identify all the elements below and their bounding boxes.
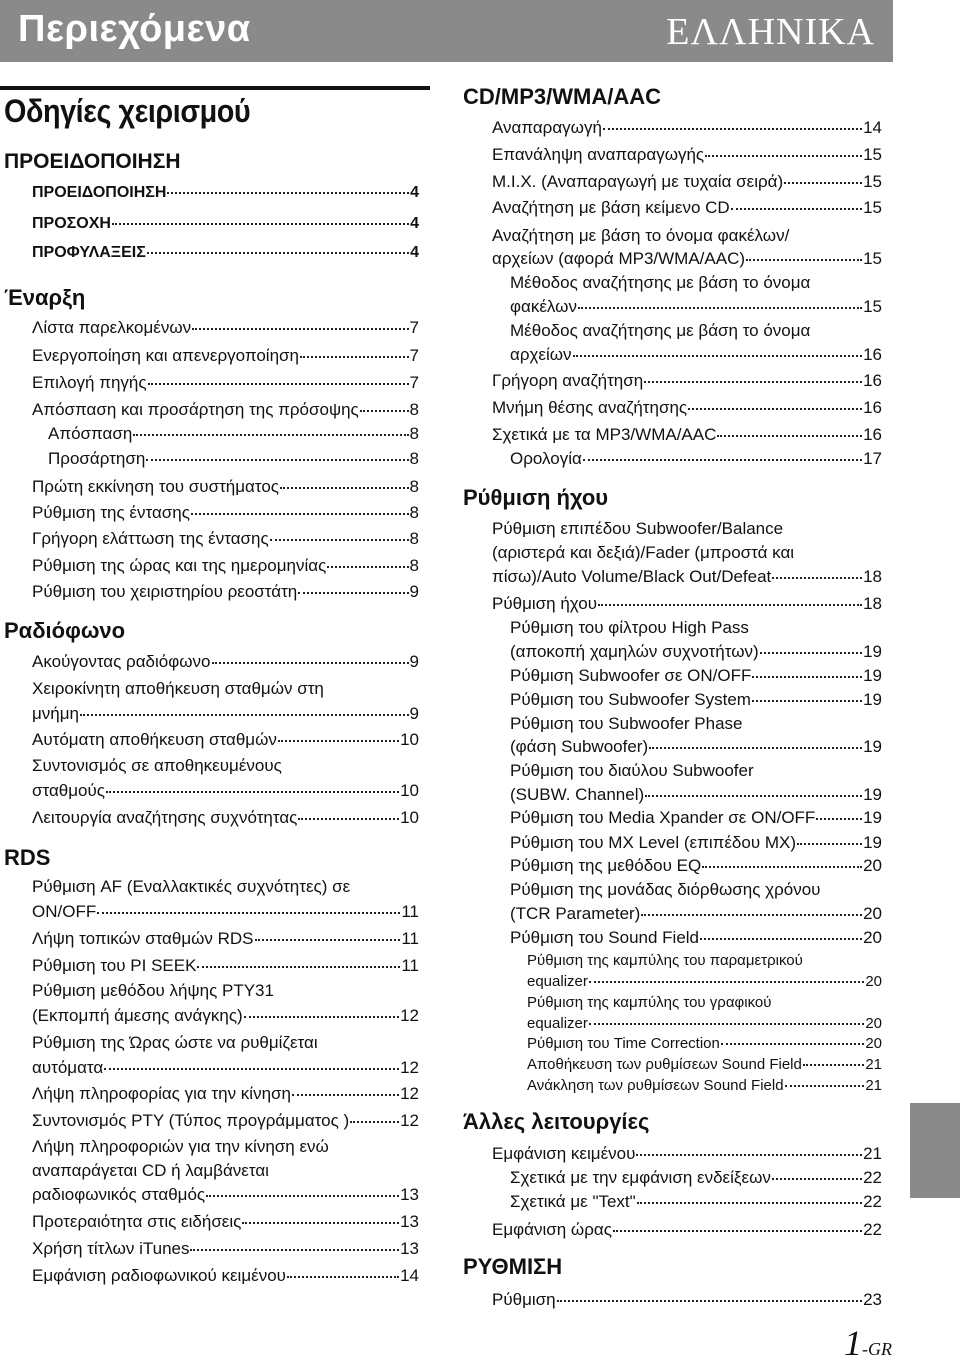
toc-entry-page: 15	[863, 297, 882, 316]
toc-entry[interactable]	[32, 317, 419, 339]
toc-entry-line: Μέθοδος αναζήτησης με βάση το όνομα	[510, 273, 811, 292]
dot-leader	[242, 1222, 399, 1224]
toc-entry-line: Ρύθμιση του φίλτρου High Pass	[510, 618, 749, 637]
toc-entry-page: 4	[410, 184, 419, 201]
dot-leader	[589, 1023, 864, 1025]
toc-entry[interactable]	[32, 345, 419, 367]
dot-leader	[104, 1068, 399, 1070]
toc-entry-page: 16	[863, 345, 882, 364]
toc-entry[interactable]	[32, 1057, 419, 1079]
toc-entry-page: 7	[409, 318, 419, 337]
toc-entry[interactable]	[32, 1265, 419, 1287]
toc-entry-line: Λήψη πληροφοριών για την κίνηση ενώ	[32, 1137, 329, 1156]
toc-entry-line: Ρύθμιση της Ώρας ώστε να ρυθμίζεται	[32, 1033, 318, 1052]
toc-entry-line: Ρύθμιση της μονάδας διόρθωσης χρόνου	[510, 880, 821, 899]
toc-entry-title: Ρύθμιση της ώρας και της ημερομηνίας	[32, 556, 327, 575]
toc-entry-page: 15	[863, 145, 882, 164]
main-title: Οδηγίες χειρισμού	[4, 93, 251, 129]
dot-leader	[746, 259, 862, 261]
toc-entry-page: 9	[409, 704, 419, 723]
dot-leader	[603, 128, 862, 130]
toc-entry-line: Ρύθμιση της καμπύλης του γραφικού	[527, 994, 772, 1011]
toc-entry-page: 19	[863, 833, 882, 852]
dot-leader	[191, 513, 409, 515]
toc-entry-title: πίσω)/Auto Volume/Black Out/Defeat	[492, 567, 772, 586]
toc-entry-title: Ρύθμιση του Sound Field	[510, 928, 700, 947]
toc-entry-page: 11	[401, 929, 419, 948]
language-label: ΕΛΛΗΝΙΚΑ	[666, 11, 875, 53]
dot-leader	[752, 676, 862, 678]
side-tab	[910, 1103, 960, 1198]
toc-entry[interactable]	[32, 1211, 419, 1233]
dot-leader	[785, 1085, 865, 1087]
dot-leader	[688, 408, 862, 410]
toc-entry-title: Ρύθμιση του χειριστηρίου ρεοστάτη	[32, 582, 298, 601]
dot-leader	[702, 866, 862, 868]
toc-entry-page: 11	[401, 956, 419, 975]
toc-entry-line: αναπαράγεται CD ή λαμβάνεται	[32, 1161, 269, 1180]
toc-entry-page: 8	[409, 449, 419, 468]
toc-entry-page: 11	[401, 902, 419, 921]
toc-entry[interactable]	[48, 423, 419, 445]
toc-entry-title: Επιλογή πηγής	[32, 373, 147, 392]
dot-leader	[752, 700, 862, 702]
toc-entry[interactable]	[32, 399, 419, 421]
toc-entry[interactable]	[510, 1191, 882, 1213]
toc-entry-title: Συντονισμός PTY (Τύπος προγράμματος )	[32, 1111, 350, 1130]
dot-leader	[147, 252, 409, 254]
dot-leader	[645, 795, 862, 797]
toc-entry-title: Ρύθμιση	[492, 1290, 556, 1309]
page-number-value: 1	[844, 1323, 862, 1363]
toc-entry[interactable]	[32, 581, 419, 603]
toc-entry-title: Σχετικά με "Text"	[510, 1192, 636, 1211]
dot-leader	[350, 1121, 399, 1123]
toc-entry[interactable]	[510, 448, 882, 470]
toc-entry-title: Ορολογία	[510, 449, 582, 468]
dot-leader	[760, 652, 862, 654]
toc-entry-page: 19	[863, 642, 882, 661]
dot-leader	[197, 966, 400, 968]
dot-leader	[816, 818, 862, 820]
section-heading-rds: RDS	[4, 845, 51, 870]
toc-entry[interactable]	[510, 832, 882, 854]
toc-entry[interactable]	[510, 344, 882, 366]
toc-entry-line: Ρύθμιση επιπέδου Subwoofer/Balance	[492, 519, 784, 538]
toc-entry-page: 21	[863, 1144, 882, 1163]
toc-entry-title: Λήψη πληροφορίας για την κίνηση	[32, 1084, 291, 1103]
section-heading-setup: ΡΥΘΜΙΣΗ	[463, 1254, 563, 1279]
toc-entry[interactable]	[527, 1013, 882, 1035]
toc-entry-title: Αυτόματη αποθήκευση σταθμών	[32, 730, 277, 749]
toc-entry-title: σταθμούς	[32, 781, 105, 800]
toc-entry-page: 19	[863, 737, 882, 756]
dot-leader	[97, 912, 400, 914]
toc-entry-page: 9	[409, 652, 419, 671]
toc-entry-page: 20	[863, 904, 882, 923]
toc-entry-page: 10	[400, 781, 419, 800]
dot-leader	[190, 1249, 399, 1251]
dot-leader	[327, 566, 408, 568]
toc-entry[interactable]	[510, 927, 882, 949]
dot-leader	[360, 410, 409, 412]
section-heading-radio: Ραδιόφωνο	[4, 618, 126, 643]
toc-entry-page: 10	[400, 808, 419, 827]
toc-entry-page: 16	[863, 371, 882, 390]
dot-leader	[578, 307, 862, 309]
toc-entry[interactable]	[492, 593, 882, 615]
toc-entry[interactable]	[32, 928, 419, 950]
toc-entry-title: Αναζήτηση με βάση κείμενο CD	[492, 198, 730, 217]
toc-entry[interactable]	[32, 1110, 419, 1132]
toc-entry-title: Ρύθμιση ήχου	[492, 594, 598, 613]
toc-entry[interactable]	[527, 1054, 882, 1076]
toc-entry[interactable]	[32, 1005, 419, 1027]
toc-entry-title: Ρύθμιση της έντασης	[32, 503, 190, 522]
toc-entry-title: (αποκοπή χαμηλών συχνοτήτων)	[510, 642, 759, 661]
dot-leader	[636, 1154, 862, 1156]
dot-leader	[700, 938, 862, 940]
toc-entry-page: 17	[863, 449, 882, 468]
toc-entry-title: ΠΡΟΣΟΧΗ	[32, 215, 111, 232]
toc-entry-page: 4	[410, 215, 419, 232]
toc-entry-title: αρχείων (αφορά MP3/WMA/AAC)	[492, 249, 746, 268]
toc-entry-title: Ανάκληση των ρυθμίσεων Sound Field	[527, 1077, 784, 1094]
dot-leader	[80, 714, 409, 716]
toc-entry-title: Εμφάνιση ραδιοφωνικού κειμένου	[32, 1266, 286, 1285]
toc-entry-page: 22	[863, 1220, 882, 1239]
toc-entry-title: ON/OFF	[32, 902, 97, 921]
toc-entry-page: 10	[400, 730, 419, 749]
dot-leader	[300, 356, 409, 358]
toc-entry-page: 19	[863, 666, 882, 685]
dot-leader	[146, 459, 408, 461]
toc-entry-title: Εμφάνιση ώρας	[492, 1220, 612, 1239]
toc-entry[interactable]	[492, 1143, 882, 1165]
dot-leader	[206, 1195, 399, 1197]
toc-entry[interactable]	[32, 502, 419, 524]
title-rule	[0, 86, 430, 90]
dot-leader	[298, 818, 399, 820]
dot-leader	[772, 577, 862, 579]
toc-entry-page: 19	[863, 808, 882, 827]
dot-leader	[583, 459, 862, 461]
toc-entry-title: Ρύθμιση του Media Xpander σε ON/OFF	[510, 808, 816, 827]
toc-entry[interactable]	[510, 855, 882, 877]
toc-entry[interactable]	[492, 117, 882, 139]
toc-entry[interactable]	[32, 242, 419, 264]
toc-entry-page: 15	[863, 172, 882, 191]
section-heading-warning: ΠΡΟΕΙΔΟΠΟΙΗΣΗ	[4, 150, 181, 173]
toc-entry-page: 12	[400, 1006, 419, 1025]
toc-entry[interactable]	[510, 736, 882, 758]
toc-entry[interactable]	[492, 370, 882, 392]
toc-entry-page: 14	[400, 1266, 419, 1285]
toc-entry[interactable]	[32, 182, 419, 204]
toc-entry[interactable]	[32, 651, 419, 673]
toc-entry-title: Ρύθμιση του MX Level (επιπέδου MX)	[510, 833, 797, 852]
dot-leader	[644, 381, 862, 383]
toc-entry-title: Σχετικά με την εμφάνιση ενδείξεων	[510, 1168, 771, 1187]
toc-entry[interactable]	[492, 197, 882, 219]
dot-leader	[717, 435, 862, 437]
toc-entry-title: Μνήμη θέσης αναζήτησης	[492, 398, 688, 417]
toc-entry[interactable]	[32, 780, 419, 802]
toc-entry-line: Ρύθμιση AF (Εναλλακτικές συχνότητες) σε	[32, 877, 351, 896]
toc-entry-line: Ρύθμιση του Subwoofer Phase	[510, 714, 743, 733]
toc-entry[interactable]	[492, 144, 882, 166]
toc-entry-page: 8	[409, 400, 419, 419]
toc-entry-page: 8	[409, 529, 419, 548]
dot-leader	[613, 1230, 862, 1232]
toc-entry-title: Ρύθμιση του PI SEEK	[32, 956, 197, 975]
toc-entry[interactable]	[510, 784, 882, 806]
toc-entry-title: (SUBW. Channel)	[510, 785, 645, 804]
toc-entry-line: Ρύθμιση του διαύλου Subwoofer	[510, 761, 754, 780]
toc-entry-page: 16	[863, 425, 882, 444]
toc-entry-page: 7	[409, 373, 419, 392]
toc-entry-title: Απόσπαση και προσάρτηση της πρόσοψης	[32, 400, 359, 419]
toc-entry-page: 12	[400, 1111, 419, 1130]
toc-entry[interactable]	[492, 424, 882, 446]
toc-entry[interactable]	[32, 1238, 419, 1260]
toc-entry[interactable]	[32, 1184, 419, 1206]
toc-entry-line: Χειροκίνητη αποθήκευση σταθμών στη	[32, 679, 324, 698]
toc-entry-page: 20	[865, 1035, 882, 1052]
toc-entry[interactable]	[32, 955, 419, 977]
toc-entry[interactable]	[48, 448, 419, 470]
toc-entry-page: 13	[400, 1185, 419, 1204]
toc-entry-title: Ακούγοντας ραδιόφωνο	[32, 652, 211, 671]
toc-entry[interactable]	[32, 729, 419, 751]
toc-entry-line: Ρύθμιση της καμπύλης του παραμετρικού	[527, 952, 803, 969]
toc-entry-title: (TCR Parameter)	[510, 904, 641, 923]
toc-entry[interactable]	[492, 1219, 882, 1241]
toc-entry[interactable]	[510, 689, 882, 711]
dot-leader	[649, 747, 862, 749]
toc-entry[interactable]	[32, 476, 419, 498]
toc-entry-title: Επανάληψη αναπαραγωγής	[492, 145, 705, 164]
toc-entry-page: 13	[400, 1212, 419, 1231]
toc-entry-page: 7	[409, 346, 419, 365]
toc-entry[interactable]	[527, 1075, 882, 1097]
dot-leader	[598, 604, 862, 606]
toc-entry[interactable]	[32, 528, 419, 550]
dot-leader	[637, 1202, 862, 1204]
toc-entry[interactable]	[510, 641, 882, 663]
toc-entry-title: Γρήγορη ελάττωση της έντασης	[32, 529, 269, 548]
toc-entry-title: equalizer	[527, 973, 588, 990]
toc-entry[interactable]	[510, 903, 882, 925]
toc-entry-title: Εμφάνιση κειμένου	[492, 1144, 636, 1163]
toc-entry-page: 8	[409, 556, 419, 575]
toc-entry-title: ΠΡΟΕΙΔΟΠΟΙΗΣΗ	[32, 184, 167, 201]
header-bar	[0, 0, 893, 62]
toc-entry[interactable]	[510, 665, 882, 687]
toc-entry-line: Μέθοδος αναζήτησης με βάση το όνομα	[510, 321, 811, 340]
dot-leader	[278, 740, 399, 742]
toc-entry-title: Ρύθμιση του Subwoofer System	[510, 690, 751, 709]
dot-leader	[721, 1043, 864, 1045]
dot-leader	[280, 487, 409, 489]
dot-leader	[573, 355, 863, 357]
toc-entry-title: Σχετικά με τα MP3/WMA/AAC	[492, 425, 717, 444]
toc-entry-title: αρχείων	[510, 345, 572, 364]
dot-leader	[784, 182, 862, 184]
dot-leader	[803, 1064, 864, 1066]
toc-entry[interactable]	[510, 1167, 882, 1189]
toc-entry-page: 21	[865, 1077, 882, 1094]
toc-entry[interactable]	[492, 171, 882, 193]
dot-leader	[270, 539, 409, 541]
toc-entry-title: Αναπαραγωγή	[492, 118, 602, 137]
toc-entry-page: 20	[865, 1015, 882, 1032]
toc-entry-line: (αριστερά και δεξιά)/Fader (μπροστά και	[492, 543, 795, 562]
page-title: Περιεχόμενα	[18, 8, 251, 50]
toc-entry-page: 19	[863, 785, 882, 804]
toc-entry-page: 20	[865, 973, 882, 990]
toc-entry-title: Απόσπαση	[48, 424, 133, 443]
toc-entry[interactable]	[527, 971, 882, 993]
toc-entry-page: 18	[863, 594, 882, 613]
dot-leader	[148, 383, 409, 385]
toc-entry[interactable]	[527, 1033, 882, 1055]
toc-entry[interactable]	[32, 703, 419, 725]
section-heading-sound: Ρύθμιση ήχου	[463, 485, 609, 510]
toc-entry-page: 20	[863, 928, 882, 947]
toc-entry-title: Γρήγορη αναζήτηση	[492, 371, 644, 390]
toc-entry-title: ΠΡΟΦΥΛΑΞΕΙΣ	[32, 244, 146, 261]
toc-entry-page: 14	[863, 118, 882, 137]
toc-entry[interactable]	[32, 1083, 419, 1105]
dot-leader	[731, 208, 862, 210]
dot-leader	[167, 192, 409, 194]
toc-entry[interactable]	[510, 296, 882, 318]
toc-entry-title: Λήψη τοπικών σταθμών RDS	[32, 929, 254, 948]
toc-entry[interactable]	[32, 807, 419, 829]
toc-entry-title: Λίστα παρελκομένων	[32, 318, 192, 337]
toc-entry-title: Ρύθμιση της μεθόδου EQ	[510, 856, 702, 875]
toc-entry-page: 13	[400, 1239, 419, 1258]
toc-entry-title: Προτεραιότητα στις ειδήσεις	[32, 1212, 242, 1231]
toc-entry-page: 4	[410, 244, 419, 261]
toc-entry-title: ραδιοφωνικός σταθμός	[32, 1185, 206, 1204]
toc-entry[interactable]	[32, 213, 419, 235]
dot-leader	[292, 1094, 399, 1096]
section-heading-cd: CD/MP3/WMA/AAC	[463, 84, 661, 109]
toc-entry-page: 18	[863, 567, 882, 586]
dot-leader	[106, 791, 399, 793]
toc-entry-title: Πρώτη εκκίνηση του συστήματος	[32, 477, 279, 496]
dot-leader	[287, 1276, 399, 1278]
toc-entry[interactable]	[32, 372, 419, 394]
toc-entry-line: Συντονισμός σε αποθηκευμένους	[32, 756, 282, 775]
toc-entry-page: 15	[863, 198, 882, 217]
toc-entry-title: (Εκπομπή άμεσης ανάγκης)	[32, 1006, 243, 1025]
toc-entry-page: 16	[863, 398, 882, 417]
toc-entry-title: Ρύθμιση Subwoofer σε ON/OFF	[510, 666, 752, 685]
dot-leader	[705, 155, 862, 157]
toc-entry-line: Αναζήτηση με βάση το όνομα φακέλων/	[492, 226, 790, 245]
toc-entry[interactable]	[510, 807, 882, 829]
toc-entry-title: Ρύθμιση του Time Correction	[527, 1035, 720, 1052]
dot-leader	[298, 592, 408, 594]
dot-leader	[797, 843, 862, 845]
dot-leader	[641, 914, 862, 916]
toc-entry-title: Χρήση τίτλων iTunes	[32, 1239, 190, 1258]
toc-entry-line: Ρύθμιση μεθόδου λήψης PTY31	[32, 981, 274, 1000]
toc-entry[interactable]	[492, 1289, 882, 1311]
toc-entry-page: 9	[409, 582, 419, 601]
dot-leader	[112, 223, 409, 225]
toc-entry-page: 22	[863, 1168, 882, 1187]
toc-entry-page: 12	[400, 1058, 419, 1077]
toc-entry-title: μνήμη	[32, 704, 79, 723]
toc-entry-title: Προσάρτηση	[48, 449, 146, 468]
dot-leader	[212, 662, 409, 664]
dot-leader	[244, 1016, 399, 1018]
toc-entry[interactable]	[492, 566, 882, 588]
toc-entry-page: 15	[863, 249, 882, 268]
toc-entry-title: Αποθήκευση των ρυθμίσεων Sound Field	[527, 1056, 802, 1073]
dot-leader	[133, 434, 408, 436]
dot-leader	[772, 1178, 862, 1180]
toc-entry-title: (φάση Subwoofer)	[510, 737, 649, 756]
page-number-suffix: -GR	[862, 1339, 892, 1359]
toc-entry-page: 8	[409, 477, 419, 496]
toc-entry-page: 8	[409, 424, 419, 443]
toc-entry-title: φακέλων	[510, 297, 577, 316]
dot-leader	[557, 1300, 862, 1302]
toc-entry[interactable]	[32, 901, 419, 923]
toc-entry[interactable]	[492, 397, 882, 419]
toc-entry-page: 12	[400, 1084, 419, 1103]
dot-leader	[192, 328, 408, 330]
toc-entry-page: 21	[865, 1056, 882, 1073]
toc-entry-page: 22	[863, 1192, 882, 1211]
toc-entry-page: 8	[409, 503, 419, 522]
toc-entry-title: equalizer	[527, 1015, 588, 1032]
dot-leader	[255, 939, 401, 941]
toc-entry-title: Ενεργοποίηση και απενεργοποίηση	[32, 346, 299, 365]
toc-entry-page: 20	[863, 856, 882, 875]
section-heading-other: Άλλες λειτουργίες	[463, 1109, 650, 1134]
toc-entry[interactable]	[32, 555, 419, 577]
toc-entry-page: 23	[863, 1290, 882, 1309]
toc-entry-title: αυτόματα	[32, 1058, 104, 1077]
toc-entry-title: Μ.Ι.Χ. (Αναπαραγωγή με τυχαία σειρά)	[492, 172, 784, 191]
toc-entry-page: 19	[863, 690, 882, 709]
toc-entry-title: Λειτουργία αναζήτησης συχνότητας	[32, 808, 298, 827]
toc-entry[interactable]	[492, 248, 882, 270]
dot-leader	[589, 981, 864, 983]
section-heading-start: Έναρξη	[4, 285, 86, 310]
